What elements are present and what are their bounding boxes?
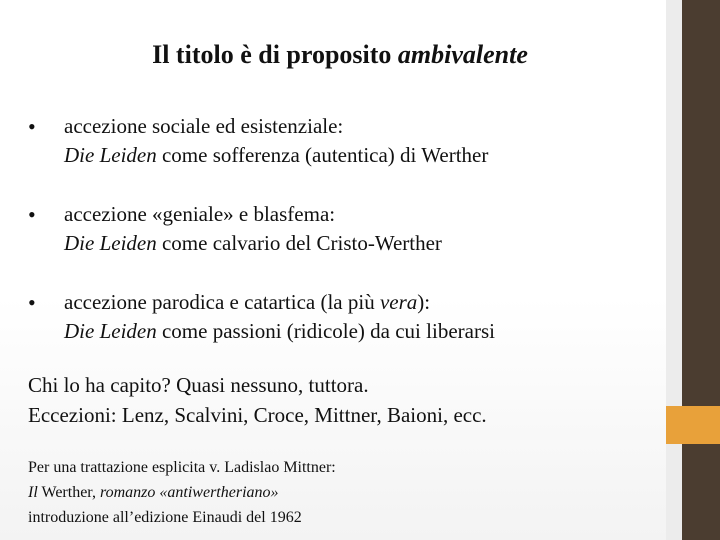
title-emphasis: ambivalente (397, 40, 528, 69)
bullet-line (64, 319, 495, 344)
italic-text: romanzo «antiwertheriano» (99, 484, 279, 501)
reference-line (28, 480, 336, 505)
bullet-icon: • (28, 114, 36, 139)
bullet-list (28, 114, 648, 378)
bullet-text: ): (417, 290, 431, 314)
italic-text: Die Leiden (64, 231, 157, 255)
bullet-line (64, 143, 488, 168)
side-band-light (666, 0, 682, 540)
bullet-line: accezione «geniale» e blasfema: (64, 202, 336, 226)
bullet-item (28, 114, 648, 202)
italic-text: vera (379, 290, 418, 314)
bullet-icon: • (28, 290, 36, 315)
bullet-icon: • (28, 202, 36, 227)
slide-title (0, 40, 680, 70)
bullet-text: come passioni (ridicole) da cui liberarsi (156, 319, 495, 343)
side-band-brown (682, 0, 720, 540)
reference-line: Per una trattazione esplicita v. Ladislao Mittner: (28, 459, 336, 476)
bullet-line (64, 231, 442, 256)
italic-text: Die Leiden (64, 143, 157, 167)
title-lead: Il titolo è di proposito (152, 40, 398, 69)
italic-text: Die Leiden (64, 319, 157, 343)
summary-paragraph (28, 370, 487, 430)
italic-text: Il (28, 484, 38, 501)
bullet-line: accezione sociale ed esistenziale: (64, 114, 344, 138)
bullet-text: accezione parodica e catartica (la più (64, 290, 380, 314)
bullet-text: come calvario del Cristo-Werther (156, 231, 442, 255)
bullet-text: come sofferenza (autentica) di Werther (156, 143, 489, 167)
reference-note (28, 455, 336, 530)
side-accent-block (666, 406, 720, 444)
bullet-item (28, 202, 648, 290)
reference-line: introduzione all’edizione Einaudi del 1962 (28, 509, 302, 526)
reference-text: Werther, (37, 484, 100, 501)
bullet-item (28, 290, 648, 378)
bullet-line (64, 290, 430, 315)
paragraph-line: Eccezioni: Lenz, Scalvini, Croce, Mittner, Baioni, ecc. (28, 403, 487, 427)
paragraph-line: Chi lo ha capito? Quasi nessuno, tuttora. (28, 373, 369, 397)
